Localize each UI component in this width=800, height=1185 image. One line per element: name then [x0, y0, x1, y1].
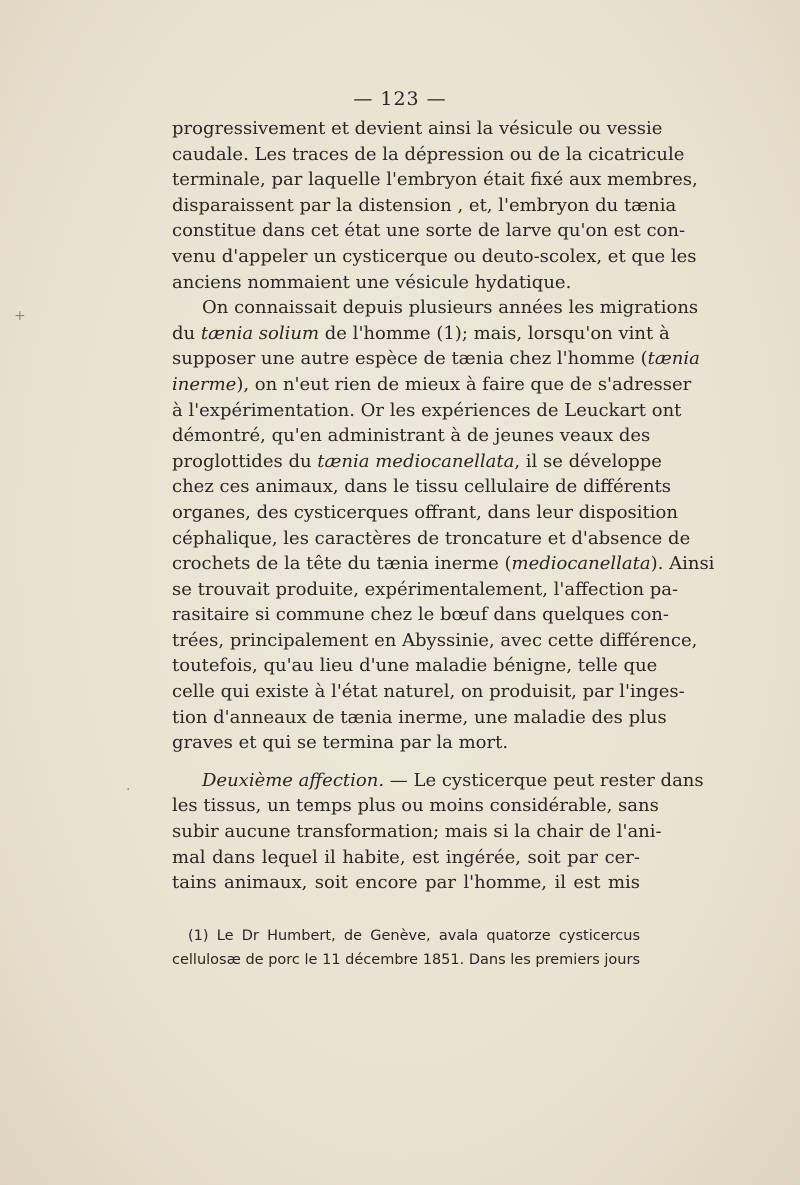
text-line	[172, 768, 704, 794]
text-line	[172, 372, 692, 398]
text-line: On connaissait depuis plusieurs années les migrations	[202, 297, 699, 319]
text-line: organes, des cysticerques offrant, dans leur disposition	[172, 501, 678, 523]
text-run: — Le cysticerque peut rester dans	[384, 769, 704, 791]
text-line: rasitaire si commune chez le bœuf dans quelques con-	[172, 604, 669, 626]
text-line: constitue dans cet état une sorte de larve qu'on est con-	[172, 220, 686, 242]
text-line: tion d'anneaux de tænia inerme, une maladie des plus	[172, 706, 667, 728]
text-line: caudale. Les traces de la dépression ou de la cicatricule	[172, 143, 685, 165]
text-run: crochets de la tête du tænia inerme (	[172, 553, 512, 575]
margin-speck: +	[14, 308, 26, 324]
text-line: mal dans lequel il habite, est ingérée, soit par cer-	[172, 846, 640, 868]
footnote-line: cellulosæ de porc le 11 décembre 1851. Dans les premiers jours	[172, 952, 640, 968]
text-run: proglottides du	[172, 450, 318, 472]
italic-term: mediocanellata	[511, 553, 651, 575]
text-run: du	[172, 322, 201, 344]
text-run: ). Ainsi	[650, 553, 715, 575]
paragraph-gap	[172, 756, 640, 768]
text-line: trées, principalement en Abyssinie, avec cette différence,	[172, 629, 698, 651]
italic-term: tænia	[647, 348, 700, 370]
text-line: tains animaux, soit encore par l'homme, il est mis	[172, 872, 640, 894]
text-run: de l'homme (1); mais, lorsqu'on vint à	[319, 322, 670, 344]
text-line: venu d'appeler un cysticerque ou deuto-scolex, et que les	[172, 245, 697, 267]
text-line: subir aucune transformation; mais si la chair de l'ani-	[172, 821, 662, 843]
italic-term: tænia solium	[200, 322, 320, 344]
italic-term: tænia mediocanellata	[317, 450, 515, 472]
text-line	[172, 449, 662, 475]
paragraph-2	[172, 295, 715, 756]
text-line: anciens nommaient une vésicule hydatique.	[172, 271, 572, 293]
text-line: terminale, par laquelle l'embryon était fixé aux membres,	[172, 169, 698, 191]
text-line: disparaissent par la distension , et, l'embryon du tænia	[172, 194, 677, 216]
footnote-line: (1) Le Dr Humbert, de Genève, avala quatorze cysticercus	[188, 928, 640, 944]
text-line: celle qui existe à l'état naturel, on produisit, par l'inges-	[172, 681, 685, 703]
text-run: , il se développe	[514, 450, 662, 472]
text-run: ), on n'eut rien de mieux à faire que de s'adresser	[236, 373, 692, 395]
section-heading: Deuxième affection.	[202, 769, 385, 791]
margin-speck: ·	[126, 782, 131, 798]
text-line: démontré, qu'en administrant à de jeunes veaux des	[172, 425, 651, 447]
paragraph-3	[172, 768, 704, 896]
text-line	[172, 551, 715, 577]
text-line	[172, 321, 670, 347]
footnote	[172, 924, 640, 972]
text-line: se trouvait produite, expérimentalement, l'affection pa-	[172, 578, 679, 600]
paragraph-1	[172, 116, 698, 295]
text-line: à l'expérimentation. Or les expériences de Leuckart ont	[172, 399, 682, 421]
text-line: graves et qui se termina par la mort.	[172, 732, 509, 754]
text-line: chez ces animaux, dans le tissu cellulaire de différents	[172, 476, 672, 498]
text-line: toutefois, qu'au lieu d'une maladie bénigne, telle que	[172, 655, 658, 677]
text-run: supposer une autre espèce de tænia chez l'homme (	[172, 348, 648, 370]
italic-term: inerme	[172, 373, 237, 395]
text-line: céphalique, les caractères de troncature et d'absence de	[172, 527, 691, 549]
text-line: les tissus, un temps plus ou moins considérable, sans	[172, 795, 659, 817]
body-text	[172, 116, 715, 896]
text-line: progressivement et devient ainsi la vésicule ou vessie	[172, 118, 663, 139]
page-number: — 123 —	[353, 88, 447, 110]
text-line	[172, 346, 700, 372]
